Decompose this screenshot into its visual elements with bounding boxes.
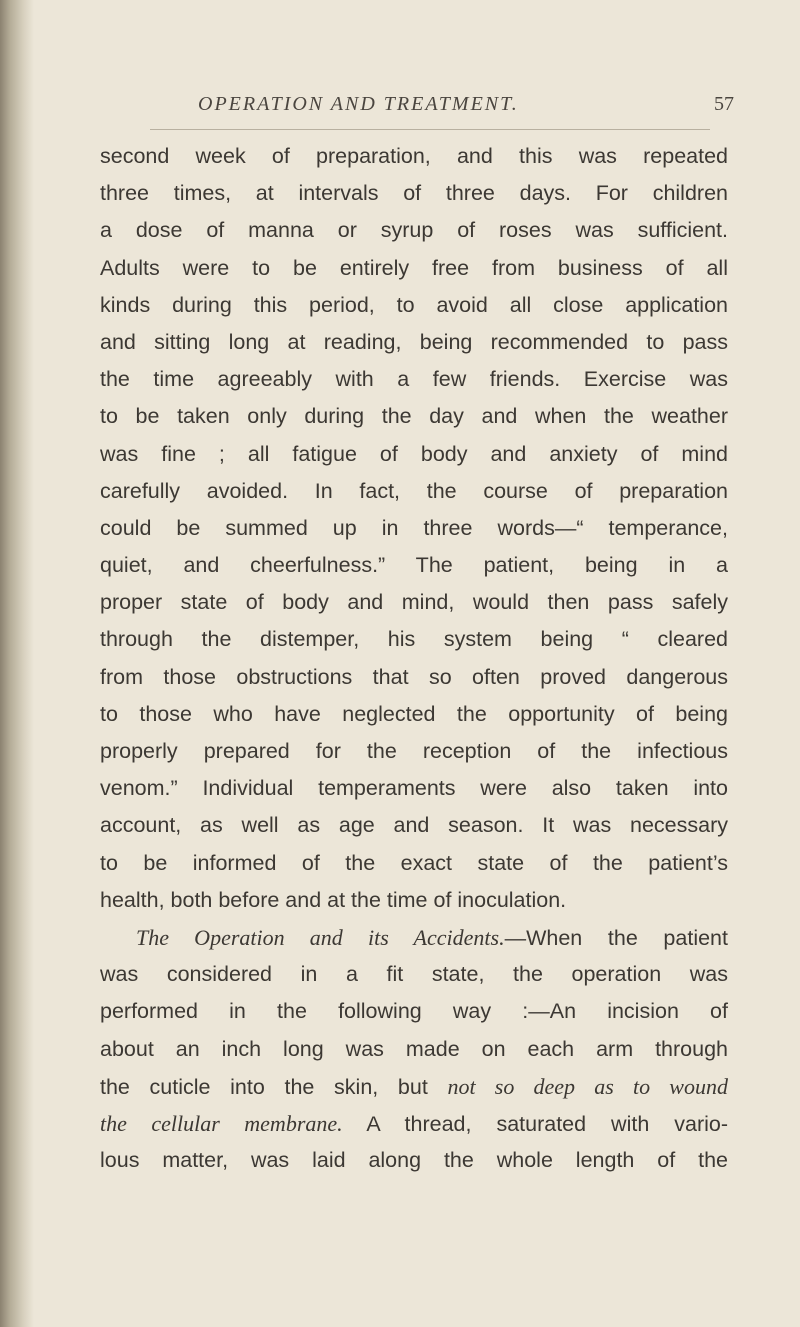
text-line: was fine ; all fatigue of body and anxiety of mind: [100, 441, 728, 466]
text-line: about an inch long was made on each arm through: [100, 1036, 728, 1061]
text-segment: A thread, saturated with vario-: [342, 1111, 728, 1136]
text-line: Adults were to be entirely free from business of all: [100, 255, 728, 280]
text-line: [100, 882, 728, 919]
text-line: three times, at intervals of three days. For children: [100, 181, 728, 206]
text-line: account, as well as age and season. It was necessary: [100, 813, 728, 838]
text-line: to those who have neglected the opportunity of being: [100, 701, 728, 726]
text-line: venom.” Individual temperaments were also taken into: [100, 776, 728, 801]
text-line: quiet, and cheerfulness.” The patient, being in a: [100, 553, 728, 578]
text-line: performed in the following way :—An incision of: [100, 999, 728, 1024]
header-rule: [150, 129, 710, 130]
text-line: through the distemper, his system being “ cleared: [100, 627, 728, 652]
text-line: could be summed up in three words—“ temperance,: [100, 515, 728, 540]
emphasis-text: not so deep as to wound: [447, 1073, 728, 1099]
section-heading: The Operation and its Accidents.: [136, 924, 505, 950]
text-segment: —When the patient: [504, 925, 728, 950]
text-line: to be informed of the exact state of the patient’s: [100, 850, 728, 875]
text-line: kinds during this period, to avoid all close application: [100, 292, 728, 317]
text-line: [100, 1068, 728, 1105]
text-line: was considered in a fit state, the operation was: [100, 962, 728, 987]
text-line: and sitting long at reading, being recommended to pass: [100, 329, 728, 354]
text-line: to be taken only during the day and when the weather: [100, 404, 728, 429]
text-segment: the cuticle into the skin, but: [100, 1074, 448, 1099]
text-line: [100, 1105, 728, 1142]
page-number: 57: [714, 93, 734, 115]
text-line: carefully avoided. In fact, the course of preparation: [100, 478, 728, 503]
running-head: OPERATION AND TREATMENT.: [198, 93, 519, 115]
text-line: proper state of body and mind, would then pass safely: [100, 590, 728, 615]
text-line: second week of preparation, and this was repeated: [100, 144, 728, 168]
text-segment: health, both before and at the time of inoculation.: [100, 887, 567, 912]
text-line: lous matter, was laid along the whole length of the: [100, 1148, 728, 1173]
body-text: [100, 138, 728, 1179]
text-line: the time agreeably with a few friends. Exercise was: [100, 367, 728, 392]
text-line: properly prepared for the reception of the infectious: [100, 739, 728, 763]
text-line: from those obstructions that so often proved dangerous: [100, 664, 728, 689]
text-line: a dose of manna or syrup of roses was sufficient.: [100, 218, 728, 243]
section-heading-line: [100, 919, 728, 956]
emphasis-text: the cellular membrane.: [100, 1110, 343, 1136]
